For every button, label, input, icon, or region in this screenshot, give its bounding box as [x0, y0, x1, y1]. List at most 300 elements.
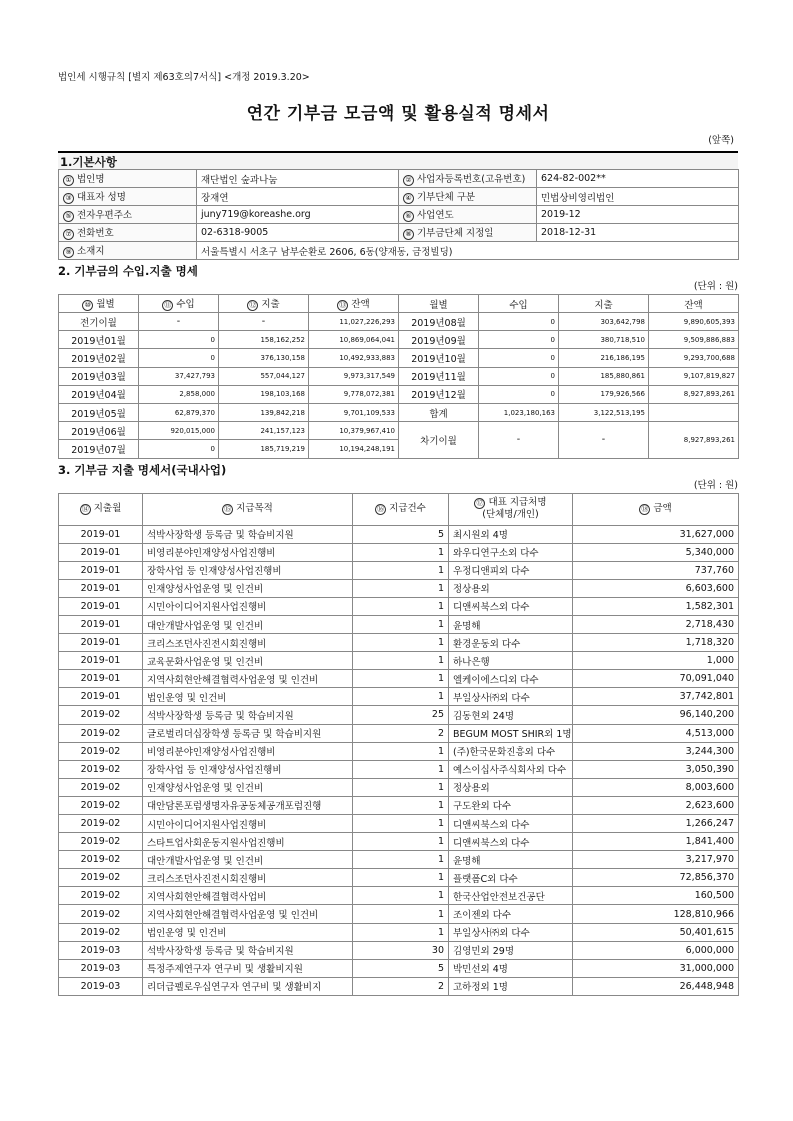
- expense-row: [59, 579, 739, 597]
- field-number-marker: ⑮: [224, 505, 232, 513]
- expense-purpose-cell: 특정주제연구자 연구비 및 생활비지원: [143, 959, 353, 977]
- regulation-reference: 법인세 시행규칙 [별지 제63호의7서식] <개정 2019.3.20>: [58, 72, 310, 83]
- expense-purpose-cell: 지역사회현안해결협력사업운영 및 인건비: [143, 670, 353, 688]
- basic-info-label-text: 사업연도: [417, 210, 454, 221]
- expense-payee-cell: 정상용외: [449, 579, 573, 597]
- income-cell: -: [139, 313, 219, 331]
- basic-info-table: [58, 169, 739, 260]
- expense-row: [59, 905, 739, 923]
- basic-info-value: 장재연: [197, 188, 399, 206]
- month-cell: 2019년04월: [59, 385, 139, 403]
- income-row: [59, 422, 739, 440]
- income-header-row: [59, 295, 739, 313]
- income-cell: 1,023,180,163: [479, 403, 559, 421]
- field-number-marker: ⑪: [164, 301, 172, 309]
- expense-cell: 557,044,127: [219, 367, 309, 385]
- basic-info-row: [59, 170, 739, 188]
- month-cell: 2019년03월: [59, 367, 139, 385]
- expense-purpose-cell: 인재양성사업운영 및 인건비: [143, 579, 353, 597]
- field-number-marker: ⑨: [63, 247, 74, 258]
- balance-cell: 9,890,605,393: [649, 313, 739, 331]
- month-cell: 2019년09월: [399, 331, 479, 349]
- expense-purpose-cell: 비영리분야인재양성사업진행비: [143, 742, 353, 760]
- expense-count-cell: 1: [353, 615, 449, 633]
- month-cell: 2019년12월: [399, 385, 479, 403]
- expense-amount-cell: 4,513,000: [573, 724, 739, 742]
- expense-month-cell: 2019-03: [59, 941, 143, 959]
- expense-column-header-text: 금액: [653, 503, 672, 514]
- income-row: [59, 313, 739, 331]
- section-income-expense-title: 2. 기부금의 수입.지출 명세: [58, 264, 198, 278]
- basic-info-label: [399, 188, 537, 206]
- income-cell: 37,427,793: [139, 367, 219, 385]
- balance-cell: 10,869,064,041: [309, 331, 399, 349]
- expense-month-cell: 2019-02: [59, 851, 143, 869]
- balance-cell: 9,701,109,533: [309, 403, 399, 421]
- expense-month-cell: 2019-02: [59, 724, 143, 742]
- expense-month-cell: 2019-02: [59, 833, 143, 851]
- income-cell: 0: [479, 367, 559, 385]
- expense-month-cell: 2019-02: [59, 760, 143, 778]
- expense-month-cell: 2019-02: [59, 706, 143, 724]
- expense-payee-cell: 윤명해: [449, 851, 573, 869]
- expense-row: [59, 561, 739, 579]
- form-page: [58, 72, 738, 996]
- document-title: 연간 기부금 모금액 및 활용실적 명세서: [246, 104, 550, 124]
- income-row: [59, 367, 739, 385]
- basic-info-value: 2019-12: [537, 206, 739, 224]
- income-row: [59, 385, 739, 403]
- section-expense-detail-title: 3. 기부금 지출 명세서(국내사업): [58, 462, 227, 477]
- month-cell: 2019년06월: [59, 422, 139, 440]
- income-column-header: [139, 295, 219, 313]
- month-cell: 2019년02월: [59, 349, 139, 367]
- income-column-header-text: 지출: [261, 299, 280, 310]
- expense-purpose-cell: 인재양성사업운영 및 인건비: [143, 778, 353, 796]
- expense-purpose-cell: 석박사장학생 등록금 및 학습비지원: [143, 941, 353, 959]
- income-cell: 62,879,370: [139, 403, 219, 421]
- expense-amount-cell: 26,448,948: [573, 977, 739, 995]
- expense-unit-label: (단위 : 원): [693, 479, 738, 491]
- expense-payee-cell: 와우디연구소외 다수: [449, 543, 573, 561]
- expense-detail-table: [58, 493, 739, 996]
- month-cell: 2019년01월: [59, 331, 139, 349]
- expense-amount-cell: 6,603,600: [573, 579, 739, 597]
- expense-cell: 3,122,513,195: [559, 403, 649, 421]
- expense-payee-cell: 디앤씨북스외 다수: [449, 597, 573, 615]
- expense-row: [59, 543, 739, 561]
- expense-purpose-cell: 비영리분야인재양성사업진행비: [143, 543, 353, 561]
- expense-count-cell: 2: [353, 724, 449, 742]
- expense-count-cell: 1: [353, 778, 449, 796]
- expense-row: [59, 778, 739, 796]
- expense-purpose-cell: 교육문화사업운영 및 인건비: [143, 652, 353, 670]
- income-unit-label: (단위 : 원): [693, 281, 738, 292]
- section-basic-info-title: 1.기본사항: [58, 151, 738, 169]
- expense-payee-cell: 우정디앤피외 다수: [449, 561, 573, 579]
- basic-info-value: 민법상비영리법인: [537, 188, 739, 206]
- expense-count-cell: 25: [353, 706, 449, 724]
- expense-row: [59, 760, 739, 778]
- field-number-marker: ⑱: [641, 505, 649, 513]
- basic-info-label-text: 사업자등록번호(고유번호): [417, 174, 526, 185]
- expense-purpose-cell: 법인운영 및 인건비: [143, 923, 353, 941]
- expense-payee-cell: 최시원외 4명: [449, 525, 573, 543]
- expense-row: [59, 959, 739, 977]
- balance-cell: [649, 403, 739, 421]
- expense-payee-cell: 예스이십사주식회사외 다수: [449, 760, 573, 778]
- balance-cell: 9,778,072,381: [309, 385, 399, 403]
- expense-cell: 380,718,510: [559, 331, 649, 349]
- expense-count-cell: 1: [353, 796, 449, 814]
- expense-amount-cell: 1,582,301: [573, 597, 739, 615]
- expense-purpose-cell: 대안개발사업운영 및 인건비: [143, 851, 353, 869]
- expense-month-cell: 2019-02: [59, 742, 143, 760]
- field-number-marker: ⑬: [339, 301, 347, 309]
- month-cell: 2019년08월: [399, 313, 479, 331]
- month-cell: 2019년10월: [399, 349, 479, 367]
- month-cell: 2019년11월: [399, 367, 479, 385]
- income-row: [59, 349, 739, 367]
- expense-cell: 179,926,566: [559, 385, 649, 403]
- expense-purpose-cell: 스타트업사회운동지원사업진행비: [143, 833, 353, 851]
- expense-column-header: [573, 493, 739, 525]
- expense-amount-cell: 3,244,300: [573, 742, 739, 760]
- basic-info-row: [59, 224, 739, 242]
- expense-payee-cell: 디앤씨북스외 다수: [449, 833, 573, 851]
- expense-column-header: [449, 493, 573, 525]
- expense-purpose-cell: 시민아이디어지원사업진행비: [143, 815, 353, 833]
- expense-month-cell: 2019-03: [59, 959, 143, 977]
- balance-cell: 9,293,700,688: [649, 349, 739, 367]
- expense-payee-cell: 엘케이에스디외 다수: [449, 670, 573, 688]
- field-number-marker: ⑦: [63, 229, 74, 240]
- income-cell: 0: [139, 349, 219, 367]
- expense-row: [59, 652, 739, 670]
- basic-info-label: [59, 170, 197, 188]
- field-number-marker: ②: [403, 175, 414, 186]
- field-number-marker: ⑯: [377, 505, 385, 513]
- expense-row: [59, 851, 739, 869]
- expense-payee-cell: (주)한국문화진흥외 다수: [449, 742, 573, 760]
- expense-count-cell: 1: [353, 652, 449, 670]
- field-number-marker: ③: [63, 193, 74, 204]
- balance-cell: 9,107,819,827: [649, 367, 739, 385]
- expense-row: [59, 615, 739, 633]
- income-column-header-text: 잔액: [351, 299, 370, 310]
- expense-row: [59, 869, 739, 887]
- expense-row: [59, 923, 739, 941]
- month-cell: 합계: [399, 403, 479, 421]
- expense-amount-cell: 3,050,390: [573, 760, 739, 778]
- expense-row: [59, 977, 739, 995]
- expense-column-header-text: 지급건수: [389, 503, 426, 514]
- expense-amount-cell: 2,623,600: [573, 796, 739, 814]
- basic-info-value: juny719@koreashe.org: [197, 206, 399, 224]
- balance-cell: 8,927,893,261: [649, 385, 739, 403]
- income-column-header: 수입: [479, 295, 559, 313]
- expense-count-cell: 5: [353, 959, 449, 977]
- basic-info-label-text: 기부금단체 지정일: [417, 228, 494, 239]
- expense-row: [59, 815, 739, 833]
- expense-month-cell: 2019-02: [59, 887, 143, 905]
- income-cell: 0: [139, 331, 219, 349]
- expense-month-cell: 2019-01: [59, 688, 143, 706]
- field-number-marker: ⑭: [81, 505, 89, 513]
- expense-month-cell: 2019-02: [59, 815, 143, 833]
- carry-forward-month-cell: 차기이월: [399, 422, 479, 458]
- expense-row: [59, 706, 739, 724]
- expense-amount-cell: 96,140,200: [573, 706, 739, 724]
- expense-cell: 198,103,168: [219, 385, 309, 403]
- expense-count-cell: 1: [353, 905, 449, 923]
- income-column-header: 월별: [399, 295, 479, 313]
- carry-forward-income-cell: -: [479, 422, 559, 458]
- expense-cell: 139,842,218: [219, 403, 309, 421]
- basic-info-row: [59, 188, 739, 206]
- expense-payee-cell: 김영민외 29명: [449, 941, 573, 959]
- expense-month-cell: 2019-03: [59, 977, 143, 995]
- expense-month-cell: 2019-01: [59, 615, 143, 633]
- income-column-header-text: 수입: [176, 299, 195, 310]
- field-number-marker: ⑩: [82, 300, 93, 311]
- basic-info-label-text: 법인명: [77, 174, 105, 185]
- basic-info-label: [59, 242, 197, 260]
- basic-info-value: 재단법인 숲과나눔: [197, 170, 399, 188]
- basic-info-label-text: 전화번호: [77, 228, 114, 239]
- expense-month-cell: 2019-01: [59, 652, 143, 670]
- expense-month-cell: 2019-01: [59, 670, 143, 688]
- balance-cell: 10,379,967,410: [309, 422, 399, 440]
- expense-amount-cell: 160,500: [573, 887, 739, 905]
- expense-count-cell: 1: [353, 561, 449, 579]
- expense-count-cell: 1: [353, 923, 449, 941]
- expense-row: [59, 670, 739, 688]
- expense-month-cell: 2019-01: [59, 561, 143, 579]
- month-cell: 2019년05월: [59, 403, 139, 421]
- month-cell: 전기이월: [59, 313, 139, 331]
- expense-purpose-cell: 글로벌리더십장학생 등록금 및 학습비지원: [143, 724, 353, 742]
- expense-count-cell: 1: [353, 887, 449, 905]
- income-cell: 0: [479, 331, 559, 349]
- income-cell: 0: [479, 349, 559, 367]
- expense-amount-cell: 3,217,970: [573, 851, 739, 869]
- basic-info-label-text: 소재지: [77, 246, 105, 257]
- expense-payee-cell: 한국산업안전보건공단: [449, 887, 573, 905]
- income-expense-table: [58, 294, 739, 459]
- basic-info-label: [399, 206, 537, 224]
- income-column-header: [59, 295, 139, 313]
- expense-count-cell: 1: [353, 815, 449, 833]
- basic-info-value: 2018-12-31: [537, 224, 739, 242]
- basic-info-label-text: 전자우편주소: [77, 210, 133, 221]
- income-column-header: [219, 295, 309, 313]
- expense-payee-cell: BEGUM MOST SHIR외 1명: [449, 724, 573, 742]
- basic-info-value: 624-82-002**: [537, 170, 739, 188]
- basic-info-row: [59, 206, 739, 224]
- basic-info-label: [399, 170, 537, 188]
- expense-row: [59, 597, 739, 615]
- expense-row: [59, 724, 739, 742]
- expense-cell: -: [219, 313, 309, 331]
- expense-month-cell: 2019-01: [59, 634, 143, 652]
- expense-cell: 158,162,252: [219, 331, 309, 349]
- expense-count-cell: 1: [353, 851, 449, 869]
- expense-amount-cell: 6,000,000: [573, 941, 739, 959]
- expense-purpose-cell: 석박사장학생 등록금 및 학습비지원: [143, 706, 353, 724]
- income-row: [59, 403, 739, 421]
- expense-cell: 303,642,798: [559, 313, 649, 331]
- expense-amount-cell: 50,401,615: [573, 923, 739, 941]
- field-number-marker: ⑧: [403, 229, 414, 240]
- expense-payee-cell: 김동현외 24명: [449, 706, 573, 724]
- field-number-marker: ⑫: [249, 301, 257, 309]
- expense-payee-cell: 정상용외: [449, 778, 573, 796]
- basic-info-label: [59, 206, 197, 224]
- expense-month-cell: 2019-01: [59, 543, 143, 561]
- expense-count-cell: 1: [353, 688, 449, 706]
- expense-count-cell: 1: [353, 670, 449, 688]
- expense-month-cell: 2019-01: [59, 597, 143, 615]
- expense-payee-cell: 부일상사㈜외 다수: [449, 923, 573, 941]
- expense-purpose-cell: 대안개발사업운영 및 인건비: [143, 615, 353, 633]
- expense-month-cell: 2019-02: [59, 869, 143, 887]
- expense-purpose-cell: 법인운영 및 인건비: [143, 688, 353, 706]
- expense-amount-cell: 2,718,430: [573, 615, 739, 633]
- expense-header-row: [59, 493, 739, 525]
- expense-row: [59, 742, 739, 760]
- expense-month-cell: 2019-02: [59, 905, 143, 923]
- income-cell: 0: [479, 385, 559, 403]
- expense-purpose-cell: 석박사장학생 등록금 및 학습비지원: [143, 525, 353, 543]
- expense-purpose-cell: 지역사회현안해결협력사업비: [143, 887, 353, 905]
- expense-purpose-cell: 크리스조던사진전시회진행비: [143, 869, 353, 887]
- expense-amount-cell: 5,340,000: [573, 543, 739, 561]
- expense-count-cell: 1: [353, 579, 449, 597]
- income-column-header: 잔액: [649, 295, 739, 313]
- expense-count-cell: 5: [353, 525, 449, 543]
- expense-count-cell: 1: [353, 869, 449, 887]
- expense-amount-cell: 70,091,040: [573, 670, 739, 688]
- expense-count-cell: 1: [353, 543, 449, 561]
- expense-month-cell: 2019-02: [59, 778, 143, 796]
- basic-info-value: 02-6318-9005: [197, 224, 399, 242]
- expense-cell: 185,719,219: [219, 440, 309, 458]
- income-cell: 2,858,000: [139, 385, 219, 403]
- carry-forward-balance-cell: 8,927,893,261: [649, 422, 739, 458]
- expense-amount-cell: 37,742,801: [573, 688, 739, 706]
- expense-payee-cell: 구도완외 다수: [449, 796, 573, 814]
- expense-amount-cell: 1,718,320: [573, 634, 739, 652]
- income-cell: 0: [139, 440, 219, 458]
- field-number-marker: ⑥: [403, 211, 414, 222]
- page-side-label: (앞쪽): [708, 135, 734, 146]
- expense-count-cell: 1: [353, 760, 449, 778]
- expense-count-cell: 1: [353, 634, 449, 652]
- expense-row: [59, 634, 739, 652]
- basic-info-row: [59, 242, 739, 260]
- expense-count-cell: 1: [353, 833, 449, 851]
- expense-column-header: [59, 493, 143, 525]
- expense-cell: 185,880,861: [559, 367, 649, 385]
- expense-amount-cell: 8,003,600: [573, 778, 739, 796]
- expense-count-cell: 1: [353, 597, 449, 615]
- expense-column-header-text: 지급목적: [236, 503, 273, 514]
- income-row: [59, 331, 739, 349]
- expense-month-cell: 2019-02: [59, 796, 143, 814]
- expense-amount-cell: 31,627,000: [573, 525, 739, 543]
- basic-info-label-text: 기부단체 구분: [417, 192, 476, 203]
- expense-column-header-text: 지출월: [93, 503, 122, 514]
- balance-cell: 10,492,933,883: [309, 349, 399, 367]
- expense-column-header: [143, 493, 353, 525]
- income-column-header: [309, 295, 399, 313]
- expense-amount-cell: 1,841,400: [573, 833, 739, 851]
- field-number-marker: ①: [63, 175, 74, 186]
- expense-row: [59, 833, 739, 851]
- income-cell: 920,015,000: [139, 422, 219, 440]
- expense-payee-cell: 플랫폼C외 다수: [449, 869, 573, 887]
- payee-header-sub: (단체명/개인): [482, 509, 539, 520]
- expense-purpose-cell: 리더급펠로우십연구자 연구비 및 생활비지: [143, 977, 353, 995]
- expense-payee-cell: 박민선외 4명: [449, 959, 573, 977]
- expense-payee-cell: 부일상사㈜외 다수: [449, 688, 573, 706]
- field-number-marker: ④: [403, 193, 414, 204]
- expense-payee-cell: 디앤씨북스외 다수: [449, 815, 573, 833]
- expense-column-header: [353, 493, 449, 525]
- balance-cell: 11,027,226,293: [309, 313, 399, 331]
- expense-payee-cell: 조이젠외 다수: [449, 905, 573, 923]
- expense-purpose-cell: 장학사업 등 인재양성사업진행비: [143, 561, 353, 579]
- expense-count-cell: 2: [353, 977, 449, 995]
- expense-row: [59, 688, 739, 706]
- basic-info-address-value: 서울특별시 서초구 남부순환로 2606, 6동(양재동, 금정빌딩): [197, 242, 739, 260]
- income-column-header: 지출: [559, 295, 649, 313]
- expense-purpose-cell: 시민아이디어지원사업진행비: [143, 597, 353, 615]
- expense-purpose-cell: 크리스조던사진전시회진행비: [143, 634, 353, 652]
- expense-payee-cell: 환경운동외 다수: [449, 634, 573, 652]
- expense-amount-cell: 72,856,370: [573, 869, 739, 887]
- carry-forward-expense-cell: -: [559, 422, 649, 458]
- expense-amount-cell: 31,000,000: [573, 959, 739, 977]
- expense-purpose-cell: 장학사업 등 인재양성사업진행비: [143, 760, 353, 778]
- expense-cell: 216,186,195: [559, 349, 649, 367]
- expense-row: [59, 887, 739, 905]
- income-column-header-text: 월별: [96, 299, 115, 310]
- expense-month-cell: 2019-02: [59, 923, 143, 941]
- expense-amount-cell: 1,266,247: [573, 815, 739, 833]
- expense-month-cell: 2019-01: [59, 579, 143, 597]
- field-number-marker: ⑰: [476, 499, 484, 507]
- expense-purpose-cell: 대안담론포럼생명자유공동체공개포럼진행: [143, 796, 353, 814]
- expense-payee-cell: 고하정외 1명: [449, 977, 573, 995]
- balance-cell: 9,509,886,883: [649, 331, 739, 349]
- basic-info-label-text: 대표자 성명: [77, 192, 126, 203]
- expense-count-cell: 30: [353, 941, 449, 959]
- field-number-marker: ⑤: [63, 211, 74, 222]
- expense-amount-cell: 737,760: [573, 561, 739, 579]
- expense-cell: 241,157,123: [219, 422, 309, 440]
- expense-payee-cell: 하나은행: [449, 652, 573, 670]
- balance-cell: 10,194,248,191: [309, 440, 399, 458]
- basic-info-label: [59, 188, 197, 206]
- month-cell: 2019년07월: [59, 440, 139, 458]
- expense-row: [59, 525, 739, 543]
- expense-cell: 376,130,158: [219, 349, 309, 367]
- expense-count-cell: 1: [353, 742, 449, 760]
- expense-row: [59, 941, 739, 959]
- income-cell: 0: [479, 313, 559, 331]
